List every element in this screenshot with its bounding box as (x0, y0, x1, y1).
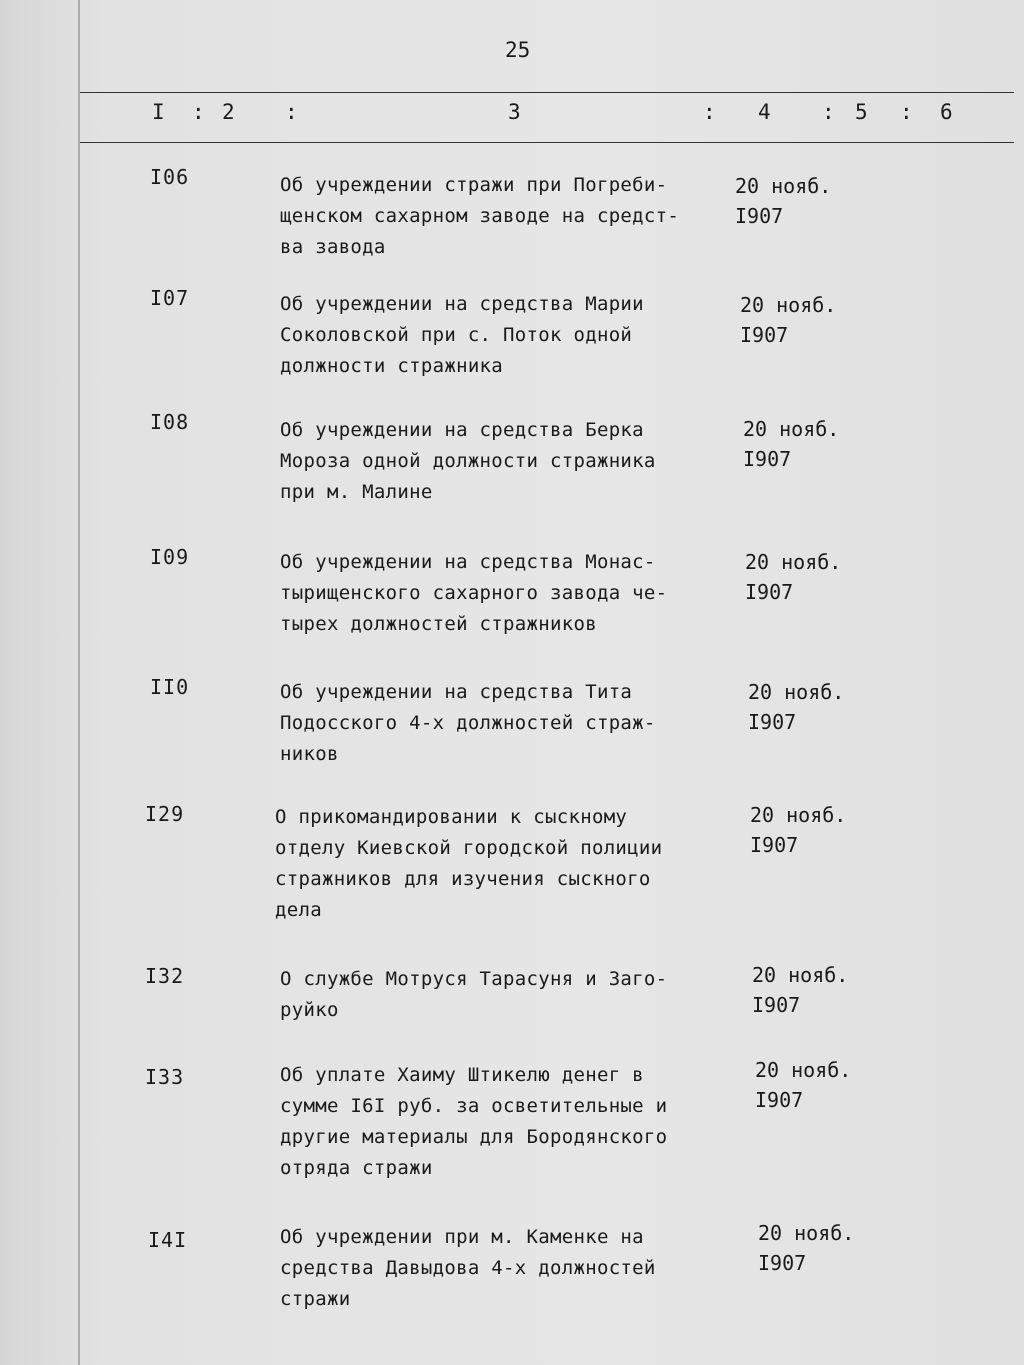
entry-title-line: Об уплате Хаиму Штикелю денег в (280, 1064, 644, 1086)
entry-date (750, 800, 846, 860)
column-header-5: 5 (855, 100, 869, 124)
column-separator: : (192, 100, 206, 124)
column-header-4: 4 (758, 100, 772, 124)
entry-title-line: ва завода (280, 236, 386, 258)
entry-title-line: щенском сахарном заводе на средст- (280, 205, 680, 227)
entry-date-day: 20 нояб. (748, 680, 845, 704)
entry-number: I08 (150, 410, 190, 434)
page-number: 25 (505, 38, 531, 62)
entry-date-year: I907 (755, 1088, 804, 1112)
entry-title-line: Об учреждении на средства Монас- (280, 551, 656, 573)
column-separator: : (285, 100, 299, 124)
entry-title-line: Об учреждении стражи при Погреби- (280, 174, 668, 196)
entry-date-year: I907 (743, 447, 792, 471)
entry-title (280, 1060, 730, 1184)
entry-title (280, 170, 730, 263)
entry-date-day: 20 нояб. (740, 293, 837, 317)
entry-date-year: I907 (758, 1251, 807, 1275)
entry-title-line: стражников для изучения сыскного (275, 868, 651, 890)
entry-title (275, 802, 725, 926)
entry-title-line: при м. Малине (280, 481, 433, 503)
entry-date-day: 20 нояб. (735, 174, 832, 198)
entry-title-line: Об учреждении на средства Берка (280, 419, 644, 441)
entry-date-year: I907 (750, 833, 799, 857)
entry-number: I29 (145, 802, 185, 826)
entry-title-line: О прикомандировании к сыскному (275, 806, 628, 828)
entry-title-line: сумме I6I руб. за осветительные и (280, 1095, 668, 1117)
entry-title-line: О службе Мотруся Тарасуня и Заго- (280, 968, 668, 990)
column-separator: : (900, 100, 914, 124)
entry-date (748, 677, 844, 737)
entry-title-line: ников (280, 743, 339, 765)
entry-date-year: I907 (752, 993, 801, 1017)
entry-date-day: 20 нояб. (743, 417, 840, 441)
entry-date (745, 547, 841, 607)
entry-title-line: дела (275, 899, 322, 921)
entry-title-line: руйко (280, 999, 339, 1021)
entry-number: II0 (150, 675, 190, 699)
entry-title-line: отделу Киевской городской полиции (275, 837, 663, 859)
page-fold-shadow (78, 0, 80, 1365)
entry-title-line: Об учреждении на средства Марии (280, 293, 644, 315)
entry-date (743, 414, 839, 474)
entry-title (280, 415, 730, 508)
entry-title-line: Об учреждении при м. Каменке на (280, 1226, 644, 1248)
entry-title-line: Соколовской при с. Поток одной (280, 324, 633, 346)
entry-date-day: 20 нояб. (752, 963, 849, 987)
entry-title (280, 289, 730, 382)
entry-title-line: должности стражника (280, 355, 504, 377)
entry-title-line: отряда стражи (280, 1157, 433, 1179)
entry-title (280, 677, 730, 770)
column-separator: : (822, 100, 836, 124)
entry-title-line: Мороза одной должности стражника (280, 450, 656, 472)
entry-date (740, 290, 836, 350)
column-header-6: 6 (940, 100, 954, 124)
entry-date-day: 20 нояб. (758, 1221, 855, 1245)
entry-date-day: 20 нояб. (745, 550, 842, 574)
entry-title-line: Об учреждении на средства Тита (280, 681, 633, 703)
entry-date (758, 1218, 854, 1278)
entry-title-line: другие материалы для Бородянского (280, 1126, 668, 1148)
entry-title-line: стражи (280, 1288, 351, 1310)
entry-date (755, 1055, 851, 1115)
entry-number: I07 (150, 286, 190, 310)
entry-title-line: средства Давыдова 4-х должностей (280, 1257, 656, 1279)
entry-date-year: I907 (745, 580, 794, 604)
column-header-2: 2 (222, 100, 236, 124)
entry-number: I32 (145, 964, 185, 988)
entry-number: I4I (148, 1228, 188, 1252)
entry-date-year: I907 (748, 710, 797, 734)
entry-number: I09 (150, 545, 190, 569)
entry-title (280, 547, 730, 640)
header-rule-bottom (80, 142, 1014, 143)
entry-number: I33 (145, 1065, 185, 1089)
column-header-1: I (152, 100, 166, 124)
header-rule-top (80, 92, 1014, 93)
entry-date (752, 960, 848, 1020)
entry-date-year: I907 (735, 204, 784, 228)
column-header-3: 3 (508, 100, 522, 124)
entry-date-day: 20 нояб. (755, 1058, 852, 1082)
entry-date (735, 171, 831, 231)
entry-title (280, 1222, 730, 1315)
entry-title (280, 964, 730, 1026)
entry-title-line: тырищенского сахарного завода че- (280, 582, 668, 604)
entry-title-line: тырех должностей стражников (280, 613, 597, 635)
entry-date-day: 20 нояб. (750, 803, 847, 827)
column-separator: : (703, 100, 717, 124)
entry-date-year: I907 (740, 323, 789, 347)
entry-title-line: Подосского 4-х должностей страж- (280, 712, 656, 734)
entry-number: I06 (150, 165, 190, 189)
